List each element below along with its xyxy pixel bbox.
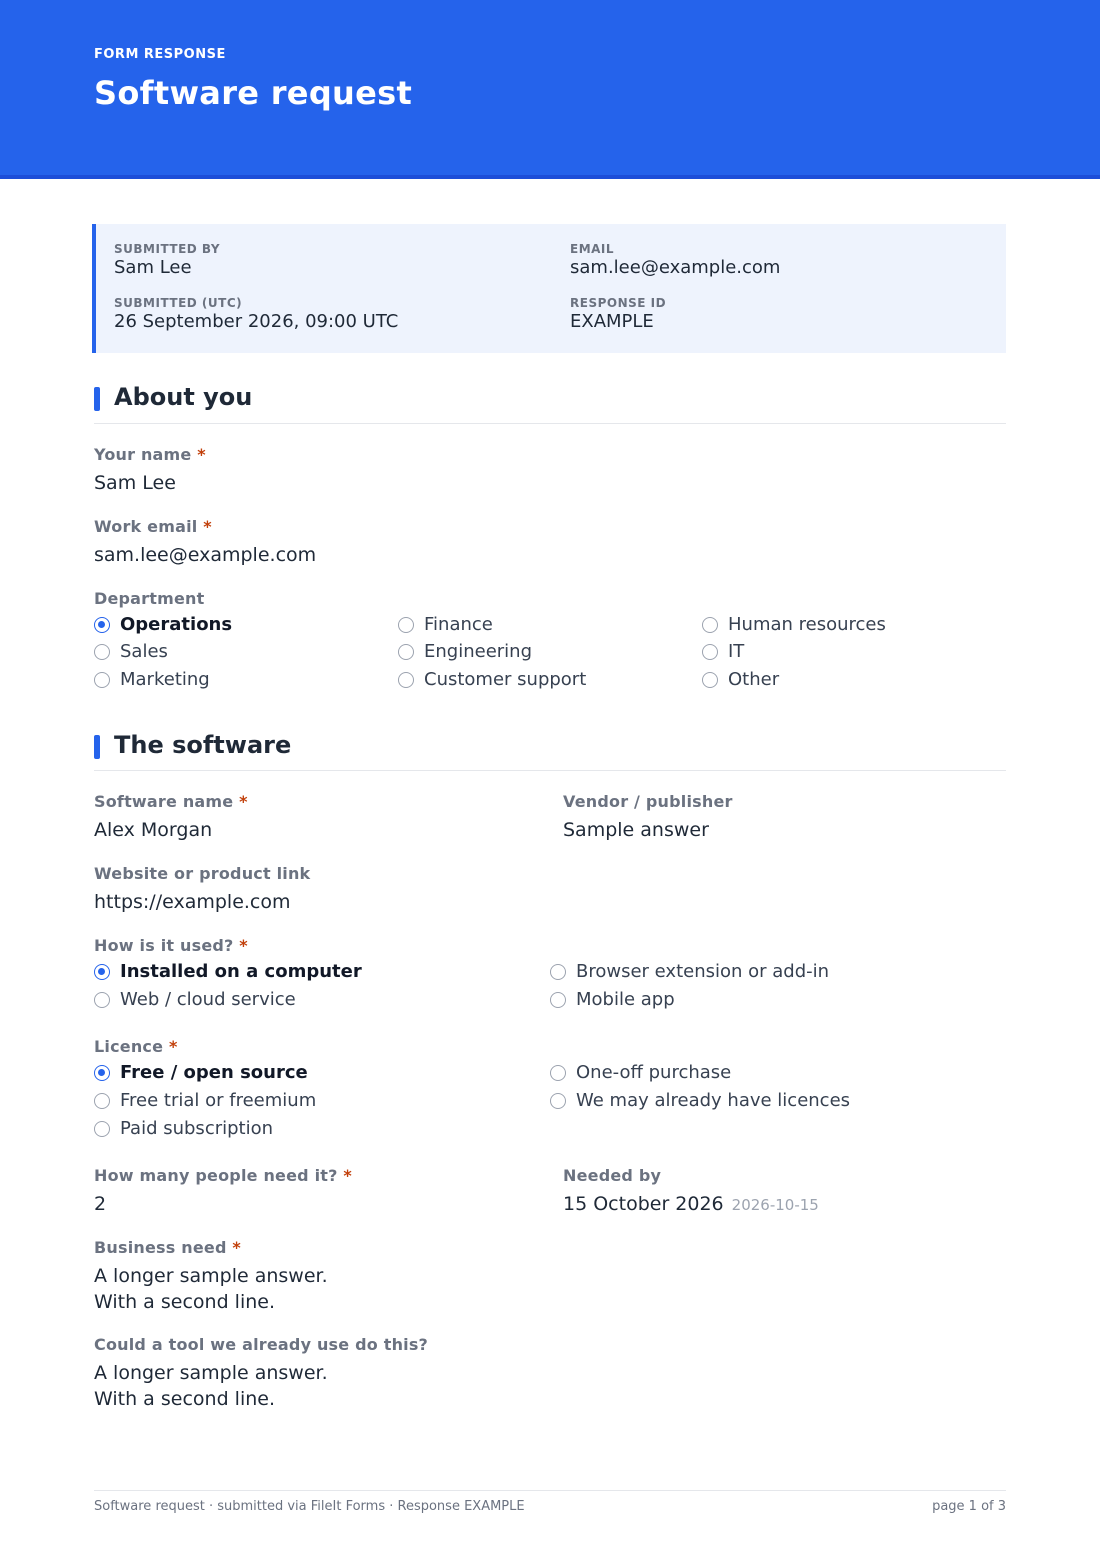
radio-icon xyxy=(398,617,414,633)
field-label: Software name * xyxy=(94,792,248,811)
field-label: Department xyxy=(94,589,205,608)
submitter-email xyxy=(570,242,780,278)
form-type-label: FORM RESPONSE xyxy=(94,47,226,62)
field-needed-by xyxy=(563,1166,819,1218)
page-title: Software request xyxy=(94,74,413,112)
field-label: Needed by xyxy=(563,1166,662,1185)
radio-icon xyxy=(550,964,566,980)
radio-icon xyxy=(94,1121,110,1137)
field-business-need xyxy=(94,1238,328,1315)
required-marker: * xyxy=(343,1166,352,1185)
field-usage xyxy=(94,936,248,955)
radio-icon xyxy=(702,617,718,633)
submission-meta-panel xyxy=(92,224,1006,353)
radio-icon xyxy=(550,992,566,1008)
required-marker: * xyxy=(239,936,248,955)
required-marker: * xyxy=(168,1037,178,1056)
field-value: A longer sample answer. With a second line. xyxy=(94,1362,328,1410)
required-marker: * xyxy=(239,792,248,811)
radio-icon xyxy=(94,644,110,660)
field-value: Alex Morgan xyxy=(94,819,213,841)
radio-selected-icon xyxy=(94,964,110,980)
field-label: How is it used? * xyxy=(94,936,248,955)
field-work-email xyxy=(94,517,316,568)
field-value: https://example.com xyxy=(94,891,291,913)
field-department xyxy=(94,589,204,608)
field-value: sam.lee@example.com xyxy=(94,544,317,566)
field-label: Work email * xyxy=(94,517,212,536)
radio-icon xyxy=(94,672,110,688)
section-title: About you xyxy=(114,383,253,411)
section-about-you xyxy=(94,382,1006,424)
radio-icon xyxy=(398,672,414,688)
field-software-name xyxy=(94,792,248,843)
submitted-time-value: 26 September 2026, 09:00 UTC xyxy=(114,311,399,332)
required-marker: * xyxy=(203,517,212,536)
field-label: Your name * xyxy=(94,445,206,464)
field-label: How many people need it? * xyxy=(94,1166,352,1185)
radio-selected-icon xyxy=(94,617,110,633)
submitted-time-label: SUBMITTED (UTC) xyxy=(114,296,243,310)
required-marker: * xyxy=(197,445,206,464)
required-marker: * xyxy=(232,1238,241,1257)
field-label: Could a tool we already use do this? xyxy=(94,1335,429,1354)
field-value: A longer sample answer. With a second line. xyxy=(94,1265,328,1313)
response-id xyxy=(570,296,666,332)
page-number: page 1 of 3 xyxy=(932,1499,1006,1514)
submitted-time xyxy=(114,296,398,332)
iso-date-hint: 2026-10-15 xyxy=(731,1196,819,1214)
submitted-by-label: SUBMITTED BY xyxy=(114,242,221,256)
field-vendor xyxy=(563,792,733,843)
submitted-by-value: Sam Lee xyxy=(114,257,192,278)
radio-icon xyxy=(94,1093,110,1109)
field-people-count xyxy=(94,1166,352,1217)
section-accent-bar xyxy=(94,387,100,411)
radio-icon xyxy=(702,644,718,660)
submitted-by xyxy=(114,242,220,278)
radio-icon xyxy=(702,672,718,688)
radio-icon xyxy=(550,1065,566,1081)
field-value: Sam Lee xyxy=(94,472,176,494)
field-label: Vendor / publisher xyxy=(563,792,733,811)
section-the-software xyxy=(94,730,1006,771)
field-value: 15 October 2026 2026-10-15 xyxy=(563,1193,819,1215)
footer-info: Software request · submitted via FileIt Forms · Response EXAMPLE xyxy=(94,1499,525,1514)
radio-icon xyxy=(550,1093,566,1109)
email-label: EMAIL xyxy=(570,242,615,256)
field-value: 2 xyxy=(94,1193,107,1215)
radio-icon xyxy=(94,992,110,1008)
email-value: sam.lee@example.com xyxy=(570,257,781,278)
field-existing-tool xyxy=(94,1335,428,1412)
field-label: Business need * xyxy=(94,1238,241,1257)
page-footer xyxy=(94,1490,1006,1514)
section-title: The software xyxy=(114,731,292,759)
response-id-value: EXAMPLE xyxy=(570,311,654,332)
field-licence xyxy=(94,1037,178,1056)
radio-icon xyxy=(398,644,414,660)
field-label: Website or product link xyxy=(94,864,311,883)
field-website-link xyxy=(94,864,310,915)
header-banner xyxy=(0,0,1100,179)
response-id-label: RESPONSE ID xyxy=(570,296,667,310)
field-label: Licence * xyxy=(94,1037,178,1056)
section-accent-bar xyxy=(94,735,100,759)
radio-selected-icon xyxy=(94,1065,110,1081)
field-value: Sample answer xyxy=(563,819,709,841)
field-your-name xyxy=(94,445,206,496)
